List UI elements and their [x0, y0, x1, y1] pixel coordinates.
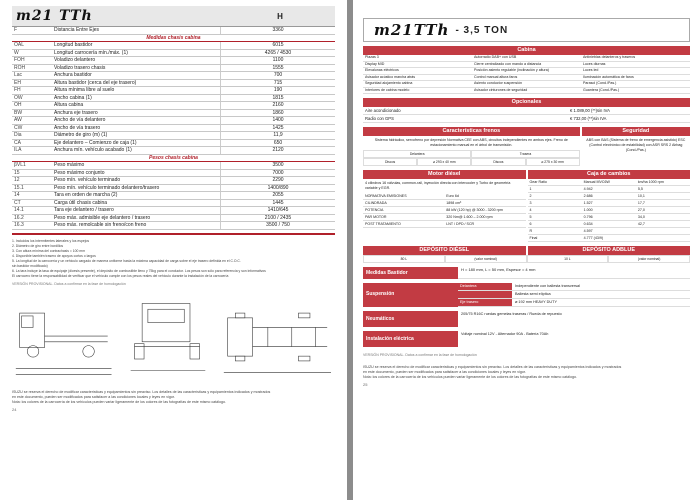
frenos-header: Características frenos	[363, 127, 580, 136]
cabina-item: Iluminación automática de faros	[581, 75, 690, 82]
spec-code: OAL	[12, 42, 52, 50]
footer-line: en este documento, pueden ser modificados para satisfacer a las condiciones locales y leyes en vigor.	[12, 394, 175, 399]
model-logo-right: m21TTh	[374, 21, 450, 39]
spec-row	[12, 117, 335, 125]
cambios-row	[528, 214, 691, 221]
frenos-val: Discos	[471, 158, 525, 166]
spec-label: Ancho de vía delantero	[52, 117, 221, 125]
footnote: 3. Con altura mínima del contrachasis = 100 mm	[12, 248, 86, 253]
spec-code: OH	[12, 102, 52, 110]
spec-code: W	[12, 49, 52, 57]
footnote: sin bastidor modificado)	[12, 263, 48, 268]
motor-cell: CILINDRADA	[365, 201, 387, 205]
spec-value: 1410/645	[221, 207, 336, 215]
adblue-header: DEPÓSITO ADBLUE	[528, 246, 691, 255]
cabina-item: Cierre centralizado con mando a distancia	[472, 62, 581, 69]
opcional-price: € 732,00 (**)sin IVA	[570, 116, 607, 121]
diesel-note: (valor nominal)	[445, 255, 527, 263]
spec-code: Dia	[12, 132, 52, 140]
footnote: 6. La tara incluye la tasa de equipaje (dicesis presente), el depósito de combustible lleno y 75kg para el conductor. Los pesos son sólo para referencia y son informativos	[12, 268, 266, 273]
seguridad-text: ABS con BAS (Sistema de freno de emergencia asistido) ESC (Control electrónico de estabilidad) con ASR SRS 2 Airbag (Cond./Pas.)	[586, 138, 686, 152]
spec-row	[12, 72, 335, 80]
spec-row	[12, 192, 335, 200]
cambios-row	[528, 193, 691, 200]
cambios-row	[528, 186, 691, 193]
cambios-cell: 4.942	[583, 187, 593, 191]
spec-label: Tara eje delantero / trasero	[52, 207, 221, 215]
spec-code: AW	[12, 117, 52, 125]
spec-code: 16.3	[12, 222, 52, 230]
suspension-row	[458, 291, 690, 299]
spec-code: EH	[12, 79, 52, 87]
cambios-cell	[636, 228, 690, 234]
frenos-text: Sistema hidráulico, servofreno por depresión Normativa CEE con ABS, circuitos independientes en ambos ejes. Freno de estacionamiento manual en el árbol de transmisión.	[374, 138, 568, 147]
spec-value: 650	[221, 139, 336, 147]
spec-value: 1400	[221, 117, 336, 125]
motor-gearbox	[363, 170, 690, 242]
spec-label: Anchura mín. vehículo acabado (1)	[52, 147, 221, 155]
suspension-label: Suspensión	[363, 283, 458, 307]
spec-value: 1860	[221, 109, 336, 117]
suspension-row	[458, 299, 690, 307]
section-heading	[12, 34, 335, 42]
spec-row	[12, 124, 335, 132]
page-number: 24	[12, 406, 17, 412]
spec-value: 3360	[221, 27, 336, 34]
cambios-cell	[636, 235, 690, 241]
cambios-cell: 1	[529, 187, 532, 191]
frenos-val: ⌀ 275 x 30 mm	[526, 158, 580, 166]
spec-value: 715	[221, 79, 336, 87]
opcional-label: Aire acondicionado	[365, 108, 401, 113]
cambios-head	[528, 179, 691, 186]
spec-label: Peso mín. vehículo terminado delantero/trasero	[52, 184, 221, 192]
section-title: Medidas chasis cabina	[12, 34, 335, 42]
spec-label: Ancho cabina (1)	[52, 94, 221, 102]
cabina-item: Seguridad alojamiento cabina	[363, 81, 472, 88]
cabina-item: Luces diurnas	[581, 62, 690, 69]
neumaticos-block	[363, 311, 690, 327]
cambios-head-cell: Manual MVC6W	[583, 180, 610, 184]
spec-row	[12, 87, 335, 95]
motor-cell: 320 Nm@ 1.600 – 2.000 rpm	[446, 215, 493, 219]
cabina-item: Posición asiento regulable (inclinación y altura)	[472, 68, 581, 75]
motor-row	[363, 207, 526, 214]
spec-value: 1445	[221, 199, 336, 207]
neumaticos-value: 205/75 R16C ruedas gemelas traseras / Rueda de repuesto	[461, 312, 562, 316]
version-note-right: VERSIÓN PROVISIONAL. Datos a confirmar en la fase de homologación	[363, 353, 477, 357]
frenos-val: Discos	[363, 158, 417, 166]
motor-cell: 88 kW (120 hp) @ 3000 - 3200 rpm	[446, 208, 503, 212]
footer-line: ISUZU se reserva el derecho de modificar características y equipamientos sin preaviso. Los detalles de las características y equipamientos indicados y mostrados	[12, 389, 271, 394]
spec-label: Altura bastidor (cerca del eje trasero)	[52, 79, 221, 87]
suspension-value: Independiente con ballesta transversal	[515, 284, 581, 288]
cabina-item: Asiento conductor suspensión	[472, 81, 581, 88]
cambios-cell: R	[529, 229, 533, 233]
spec-label: Peso máximo	[52, 162, 221, 170]
disclaimer-right	[363, 365, 690, 380]
motor-row	[363, 221, 526, 228]
spec-row	[12, 184, 335, 192]
right-page	[353, 0, 700, 500]
seguridad-header: Seguridad	[582, 127, 690, 136]
bastidor-value: H = 180 mm, L = 50 mm, Espesor = 4 mm	[458, 267, 690, 279]
spec-code: FOH	[12, 57, 52, 65]
spec-value: 2160	[221, 102, 336, 110]
section-heading	[12, 154, 335, 162]
motor-cell: POTENCIA	[365, 208, 384, 212]
cabina-item: Control manual altura faros	[472, 75, 581, 82]
footnote: 1. Incluidos los intermitentes laterales y los espejos	[12, 238, 90, 243]
spec-label: Anchura eje trasero	[52, 109, 221, 117]
cabina-grid	[363, 55, 690, 94]
spec-value: 2055	[221, 192, 336, 200]
frenos-columns	[363, 150, 580, 158]
spec-code: OW	[12, 94, 52, 102]
spec-row	[12, 102, 335, 110]
cambios-head-cell: km/ha 1000 rpm	[637, 180, 664, 184]
footnote: El carrocero tiene la responsabilidad de verificar que el vehículo cumple con los pesos reales del vehículo durante la instalación de la carrocería	[12, 273, 229, 278]
suspension-value: Ballesta semi elíptica	[515, 292, 551, 296]
version-note: VERSIÓN PROVISIONAL. Datos a confirmar en la fase de homologación	[12, 281, 126, 286]
cambios-cell: Final	[529, 236, 538, 240]
spec-value: 3500 / 750	[221, 222, 336, 230]
spec-row	[12, 49, 335, 57]
spec-label: Longitud carrocería mín./máx. (1)	[52, 49, 221, 57]
frenos-values	[363, 158, 580, 166]
suspension-key: Delantera	[458, 283, 512, 290]
motor-cell: PAR MOTOR	[365, 215, 387, 219]
spec-label: Distancia Entre Ejes	[52, 27, 221, 34]
spec-code: FH	[12, 87, 52, 95]
motor-cell: POST TRATAMIENTO	[365, 222, 401, 226]
spec-label: Tara en orden de marcha (2)	[52, 192, 221, 200]
opcional-row	[363, 115, 690, 123]
spec-row	[12, 222, 335, 230]
frenos-col: Delantera	[363, 150, 471, 158]
cabina-item: Parasol (Cond./Pas.)	[581, 81, 690, 88]
spec-code: CW	[12, 124, 52, 132]
cambios-head-cell: Gear Ratio	[529, 180, 547, 184]
cabina-item: Antinieblas delanteros y traseros	[581, 55, 690, 62]
suspension-key: Eje trasero	[458, 299, 512, 306]
spec-label: Voladizo trasero chasis	[52, 64, 221, 72]
tanks-values	[363, 255, 690, 263]
spec-label: Ancho de vía trasero	[52, 124, 221, 132]
rear-view-drawing	[123, 292, 214, 382]
motor-cell: LNT / DPD / SCR	[446, 222, 475, 226]
spec-row	[12, 94, 335, 102]
suspension-row	[458, 283, 690, 291]
spec-row	[12, 162, 335, 170]
spec-code: 14	[12, 192, 52, 200]
motor-cell: Euro 6d	[446, 194, 459, 198]
spec-label: Peso máx. admisible eje delantero / trasero	[52, 214, 221, 222]
cabina-item: Elevalunas eléctricos	[363, 68, 472, 75]
top-view-drawing	[220, 292, 335, 382]
cambios-cell: 42,7	[637, 222, 645, 226]
column-header: H	[277, 11, 283, 21]
opcional-row	[363, 107, 690, 115]
tonnage-subtitle: - 3,5 TON	[455, 24, 509, 36]
cambios-cell: 0.796	[583, 215, 593, 219]
spec-value: 190	[221, 87, 336, 95]
spec-value: 4265 / 4530	[221, 49, 336, 57]
spec-value: 1425	[221, 124, 336, 132]
frenos-val: ⌀ 293 x 40 mm	[417, 158, 471, 166]
cambios-row	[528, 200, 691, 207]
spec-row	[12, 57, 335, 65]
cabina-item: Luces led	[581, 68, 690, 75]
spec-value: 1555	[221, 64, 336, 72]
footnote: 5. La longitud de la carrocería y un vehículo cargado de manera uniforme hasta la máxima capacidad de carga sobre el eje trasero definida en el C.O.C.	[12, 258, 241, 263]
cambios-row	[528, 235, 691, 242]
cambios-cell: 4.777 (43/9)	[583, 236, 604, 240]
cambios-cell: 27,0	[637, 208, 645, 212]
motor-header: Motor diésel	[363, 170, 526, 179]
spec-row	[12, 109, 335, 117]
cabina-item: Display MID	[363, 62, 472, 69]
cambios-cell: 4.597	[583, 229, 593, 233]
spec-value: 1100	[221, 57, 336, 65]
spec-label: Voladizo delantero	[52, 57, 221, 65]
adblue-note: (valor nominal)	[608, 255, 690, 263]
footnotes	[12, 239, 335, 279]
spec-code: ILA	[12, 147, 52, 155]
cambios-header: Caja de cambios	[528, 170, 691, 179]
suspension-value: ⌀ 192 mm HEAVY DUTY	[515, 300, 558, 304]
cabina-item: Plazas 3	[363, 55, 472, 62]
electrica-label: Instalación eléctrica	[363, 331, 458, 347]
spec-code: Lac	[12, 72, 52, 80]
motor-desc: 4 cilindros 16 válvulas, common-rail, inyección directa con intercooler y Turbo de geometría variable y EGR.	[365, 181, 511, 190]
spec-value: 2100 / 2435	[221, 214, 336, 222]
cabina-item: Interiores de cabina modelo	[363, 88, 472, 95]
cabina-header: Cabina	[363, 46, 690, 55]
footnote: 2. Diámetro de giro entre bordillos	[12, 243, 64, 248]
motor-cell: 1898 cm³	[446, 201, 462, 205]
spec-label: Altura cabina	[52, 102, 221, 110]
spec-code: ROH	[12, 64, 52, 72]
motor-row	[363, 200, 526, 207]
tanks-headers	[363, 246, 690, 255]
spec-label: Carga útil chasis cabina	[52, 199, 221, 207]
cambios-cell: 2	[529, 194, 532, 198]
spec-row	[12, 27, 335, 34]
spec-row	[12, 169, 335, 177]
opcional-price: € 1.089,00 (**)sin IVA	[570, 108, 610, 113]
footer-line: Nota: los colores de la carrocería de los vehículos pueden variar ligeramente de los colores de las fotografías de este mismo catálogo.	[363, 375, 577, 379]
opcionales-header: Opcionales	[363, 98, 690, 107]
spec-code: βVL1	[12, 162, 52, 170]
spec-label: Peso máximo conjunto	[52, 169, 221, 177]
cambios-cell: 6	[529, 222, 532, 226]
spec-label: Longitud bastidor	[52, 42, 221, 50]
footer-line: en este documento, pueden ser modificados para satisfacer a las condiciones locales y leyes en vigor.	[363, 370, 526, 374]
spec-value: 1815	[221, 94, 336, 102]
spec-label: Eje delantero – Comienzo de caja (1)	[52, 139, 221, 147]
spec-row	[12, 139, 335, 147]
adblue-value: 10 L	[527, 255, 609, 263]
cambios-row	[528, 221, 691, 228]
spec-code: CA	[12, 139, 52, 147]
spec-row	[12, 132, 335, 140]
cabina-item: Guantera (Cond./Pas.)	[581, 88, 690, 95]
opcional-label: Radio con GPS	[365, 116, 394, 121]
spec-label: Anchura bastidor	[52, 72, 221, 80]
electrica-value: Voltaje nominal 12V - Alternador 90A - Batería 70Ah	[461, 332, 549, 336]
motor-row	[363, 193, 526, 200]
cambios-cell: 10,1	[637, 194, 645, 198]
model-logo: m21 TTh	[16, 8, 93, 24]
cambios-cell: 17,7	[637, 201, 645, 205]
technical-drawings	[12, 292, 335, 382]
cambios-cell: 2.686	[583, 194, 593, 198]
spec-row	[12, 64, 335, 72]
spec-row	[12, 207, 335, 215]
section-rule	[12, 233, 335, 235]
neumaticos-label: Neumáticos	[363, 311, 458, 327]
cambios-rows	[528, 186, 691, 242]
motor-rows	[363, 193, 526, 228]
spec-row	[12, 147, 335, 155]
suspension-rows	[458, 283, 690, 307]
suspension-key	[458, 291, 512, 298]
spec-value: 2290	[221, 177, 336, 185]
cambios-cell: 1.000	[583, 208, 593, 212]
spec-code: 15	[12, 169, 52, 177]
brakes-safety	[363, 127, 690, 166]
cambios-cell: 0.634	[583, 222, 593, 226]
cabina-item: Avisador cinturones de seguridad	[472, 88, 581, 95]
bastidor-row	[363, 267, 690, 279]
motor-row	[363, 214, 526, 221]
spec-code: 14.1	[12, 207, 52, 215]
spec-value: 1400/890	[221, 184, 336, 192]
spec-label: Peso mín. vehículo terminado	[52, 177, 221, 185]
spec-label: Altura mínima libre al suelo	[52, 87, 221, 95]
spec-code: 12	[12, 177, 52, 185]
right-title	[363, 18, 690, 42]
cambios-row	[528, 207, 691, 214]
section-title: Pesos chasis cabina	[12, 154, 335, 162]
spec-code: CT	[12, 199, 52, 207]
cabina-item: Avisador acústico marcha atrás	[363, 75, 472, 82]
cambios-cell: 5	[529, 215, 532, 219]
opcionales-list	[363, 107, 690, 123]
spec-table	[12, 27, 335, 230]
cambios-cell: 4	[529, 208, 532, 212]
cambios-row	[528, 228, 691, 235]
spec-row	[12, 79, 335, 87]
footer-line: Nota: los colores de la carrocería de los vehículos pueden variar ligeramente de los colores de las fotografías de este mismo catálogo.	[12, 399, 226, 404]
bastidor-label: Medidas Bastidor	[363, 267, 458, 279]
spec-value: 700	[221, 72, 336, 80]
spec-value: 11,9	[221, 132, 336, 140]
side-view-drawing	[12, 292, 117, 382]
spec-value: 6015	[221, 42, 336, 50]
spec-header	[12, 6, 335, 27]
spec-row	[12, 214, 335, 222]
spec-label: Diámetro de giro (m) (1)	[52, 132, 221, 140]
spec-label: Peso máx. remolcable sin freno/con freno	[52, 222, 221, 230]
spec-value: 7000	[221, 169, 336, 177]
suspension-block	[363, 283, 690, 307]
spec-row	[12, 42, 335, 50]
cambios-cell: 1.527	[583, 201, 593, 205]
spec-code: 15.1	[12, 184, 52, 192]
footnote: 4. Disponible también trasero de apoyos cortos o largos	[12, 253, 96, 258]
spec-value: 3500	[221, 162, 336, 170]
motor-cell: NORMATIVA EMISIONES	[365, 194, 407, 198]
electrica-block	[363, 331, 690, 347]
footer-line: ISUZU se reserva el derecho de modificar características y equipamientos sin preaviso. Los detalles de las características y equipamientos indicados y mostrados	[363, 365, 622, 369]
spec-value: 2120	[221, 147, 336, 155]
left-page	[0, 0, 347, 500]
cambios-cell: 5,5	[637, 187, 643, 191]
page-number-right: 25	[363, 382, 368, 387]
cambios-cell: 3	[529, 201, 532, 205]
spec-code: BW	[12, 109, 52, 117]
diesel-header: DEPÓSITO DIÉSEL	[363, 246, 526, 255]
cambios-cell: 34,0	[637, 215, 645, 219]
disclaimer-left	[12, 390, 335, 405]
diesel-value: 80 L	[363, 255, 445, 263]
spec-row	[12, 177, 335, 185]
cabina-item: Autorradio DAB+ con USB	[472, 55, 581, 62]
spec-code: 16.2	[12, 214, 52, 222]
frenos-col: Trasera	[471, 150, 579, 158]
spec-row	[12, 199, 335, 207]
spec-code: F	[12, 27, 52, 34]
